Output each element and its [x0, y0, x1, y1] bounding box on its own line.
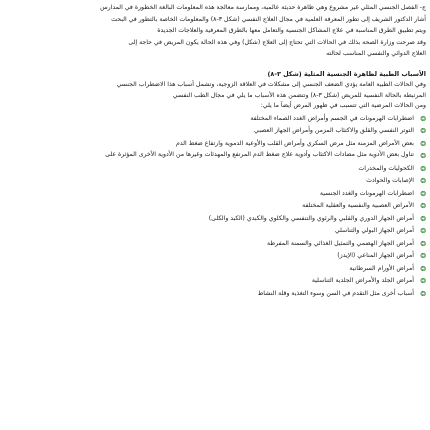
intro-line: ويتم تطبيق الطرق المناسبة في علاج المشاكل الجنسية والتعامل معها بالطرق المعرفية والعلاجات الجديدة: [157, 27, 426, 35]
list-item-text: اضطرابات الهرمونات والغدد الجنسية: [319, 189, 414, 197]
list-item: [6, 275, 426, 288]
list-item-text: أمراض الجلد والأمراض الجلدية التناسلية: [311, 277, 414, 285]
bullet-icon: ❂: [420, 214, 426, 223]
list-item-text: التوتر النفسي والقلق والاكتئاب المزمن وأمراض الجهاز العصبي: [254, 127, 414, 135]
list-item: [6, 250, 426, 263]
bullet-icon: ❂: [420, 289, 426, 298]
list-item-text: الأمراض العصبية والنفسية والعقلية المختلفة: [302, 202, 414, 210]
bullet-icon: ❂: [420, 264, 426, 273]
body-line: وفي الحالات الطبية العامة يؤدي الضعف الجنسي إلى مشكلات في العلاقة الزوجية، وتشمل أسباب هذا الاضطراب الجنسي: [116, 80, 426, 88]
list-item: [6, 150, 426, 163]
body-line: المرتبطة بالحالة النفسية للمريض (شكل ٣-٨) وتتضمن هذه الأسباب ما يلي في مجال الطب النفسي: [172, 91, 426, 99]
bullet-icon: ❂: [420, 127, 426, 136]
list-item-text: أسباب أخرى مثل التقدم في السن وسوء التغذية وقلة النشاط: [257, 289, 414, 297]
list-item-text: أمراض الجهاز البولي والتناسلي: [334, 227, 414, 235]
section-body: [6, 80, 426, 112]
bullet-icon: ❂: [420, 164, 426, 173]
bullet-icon: ❂: [420, 177, 426, 186]
list-item: [6, 163, 426, 176]
list-item-text: أمراض الجهاز الهضمي والتمثيل الغذائي والسمنة المفرطة: [266, 239, 414, 247]
list-item: [6, 263, 426, 276]
intro-paragraph: [6, 2, 426, 60]
list-item-text: أمراض الجهاز الدوري والقلبي والرئوي والتنفسي والكلوي والكبدي (الكبد والكلى): [208, 214, 414, 222]
bullet-icon: ❂: [420, 189, 426, 198]
intro-line: ج- الفصل الجنسي المثلي غير مشروع وهي ظاهرة حديثة عالمية، وممارسة معالجة هذه المعلومات البالغة الخطورة في المدارس: [100, 4, 426, 11]
bullet-icon: ❂: [420, 114, 426, 123]
list-item-text: تناول بعض الأدوية مثل مضادات الاكتئاب وأدوية علاج ضغط الدم المرتفع والمهدئات وغيرها من الأدوية الأخرى المؤثرة على: [105, 151, 414, 159]
list-item: [6, 213, 426, 226]
bullet-icon: ❂: [420, 277, 426, 286]
intro-line: العلاج الدوائي والنفسي المناسب لحالته: [326, 50, 426, 58]
list-item-text: الكحوليات والمخدرات: [358, 164, 414, 172]
list-item-text: أمراض الأورام السرطانية: [349, 264, 414, 272]
list-item: [6, 188, 426, 201]
body-line: ومن الحالات المرضية التي تتسبب في ظهور المرض أيضاً ما يلي:: [260, 102, 426, 110]
intro-line: أشار الدكتور الشريف إلى تطور المعرفة العلمية في مجال العلاج النفسي (شكل ٣-٨) والمعلومات الخاصة بالتطور في البحث: [111, 15, 426, 23]
list-item-text: اضطرابات الهرمونات في الجسم وأمراض الغدد الصماء المختلفة: [250, 114, 414, 122]
list-item: [6, 175, 426, 188]
section-title: الأسباب الطبية لظاهرة الجنسية المثلية (شكل ٣-٨): [267, 69, 426, 78]
list-item: [6, 200, 426, 213]
list-item: [6, 238, 426, 251]
list-item: [6, 225, 426, 238]
bullet-icon: ❂: [420, 252, 426, 261]
list-item: [6, 138, 426, 151]
list-item: [6, 125, 426, 138]
list-item-text: الإصابات والحوادث: [366, 177, 414, 185]
bullet-icon: ❂: [420, 152, 426, 161]
list-item: [6, 288, 426, 301]
bullet-icon: ❂: [420, 239, 426, 248]
bullet-icon: ❂: [420, 202, 426, 211]
intro-line: وقد صرحت وزارة الصحة بذلك في الحالات التي تحتاج إلى العلاج (شكل) وفي هذه الحالة يكون المريض في حاجة إلى: [128, 38, 426, 46]
bullet-icon: ❂: [420, 227, 426, 236]
list-item-text: بعض الأمراض المزمنة مثل مرض السكري وأمراض القلب والأوعية الدموية وارتفاع ضغط الدم: [176, 139, 414, 147]
bullet-icon: ❂: [420, 139, 426, 148]
list-item-text: أمراض الجهاز المناعي (الإيدز): [337, 252, 414, 260]
list-item: [6, 113, 426, 126]
causes-list: [6, 113, 426, 301]
